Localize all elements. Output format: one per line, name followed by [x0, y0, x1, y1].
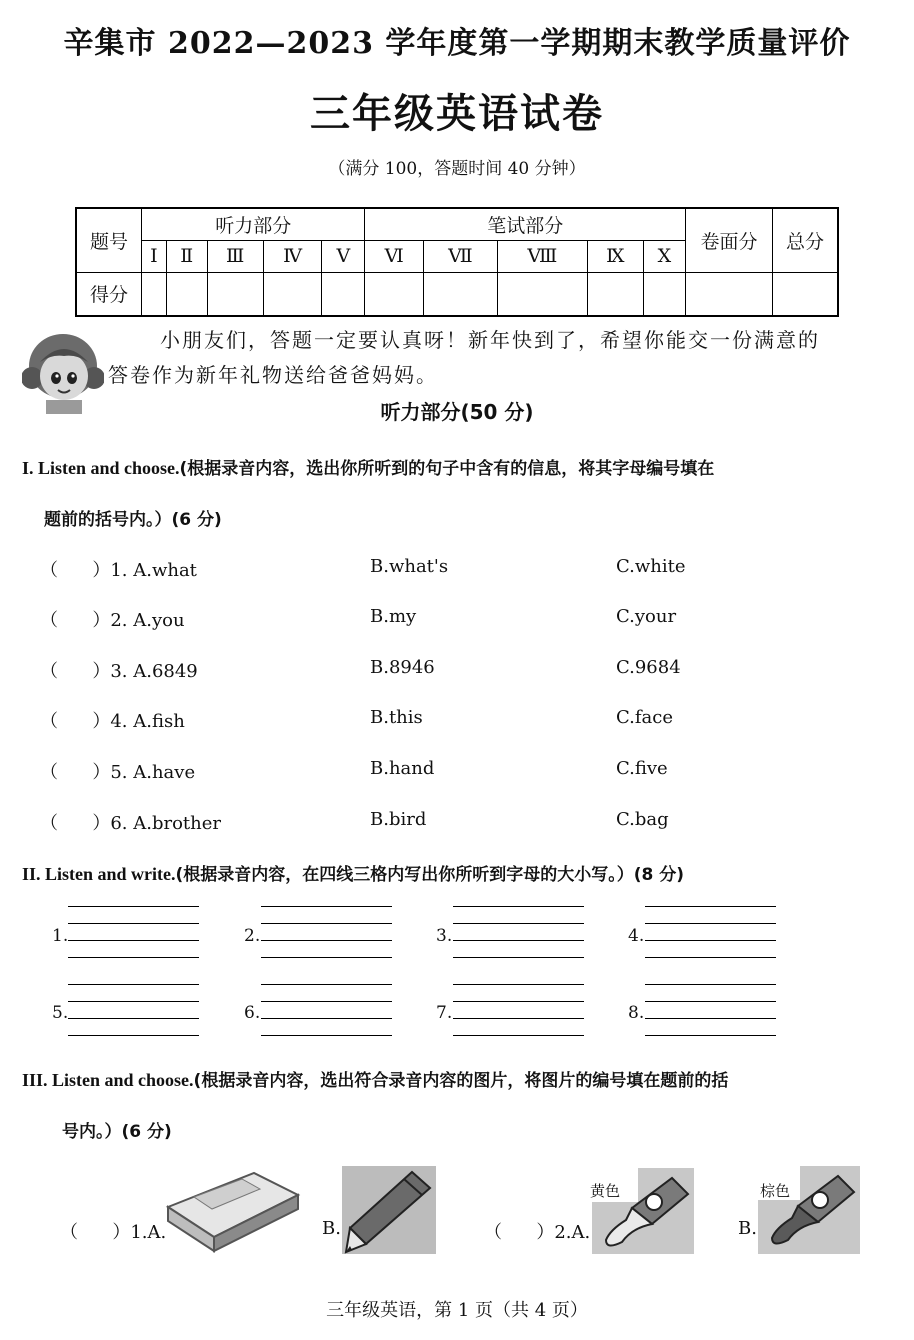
score-cell[interactable] [497, 272, 587, 316]
question-option-c: C.face [616, 707, 673, 728]
question-option-a[interactable]: （ ）2. A.you [40, 610, 185, 631]
q2-answer-slot[interactable]: （ ）2.A. [484, 1222, 591, 1243]
q2-option-b-label: B. [738, 1218, 757, 1239]
exam-subtitle: 三年级英语试卷 [310, 90, 604, 137]
listening-header: 听力部分 [142, 208, 365, 240]
color-label-yellow: 黄色 [590, 1182, 621, 1200]
score-cell[interactable] [587, 272, 643, 316]
numeral-cell: Ⅱ [166, 240, 207, 272]
question-option-c: C.your [616, 606, 677, 627]
row-label-number: 题号 [76, 208, 142, 272]
intro-line-1: 小朋友们，答题一定要认真呀！新年快到了，希望你能交一份满意的 [160, 328, 820, 352]
score-cell[interactable] [773, 272, 839, 316]
write-label: 8. [628, 1003, 645, 1023]
eraser-icon [164, 1165, 302, 1255]
numeral-cell: Ⅲ [207, 240, 263, 272]
section-1-title-cn: (根据录音内容，选出你所听到的句子中含有的信息，将其字母编号填在 [179, 459, 715, 479]
section-1-title [22, 454, 714, 479]
question-option-a[interactable]: （ ）6. A.brother [40, 813, 221, 834]
question-option-c: C.five [616, 758, 668, 779]
score-cell[interactable] [207, 272, 263, 316]
question-option-b: B.what's [370, 556, 449, 577]
question-option-b: B.this [370, 707, 423, 728]
neatness-header: 卷面分 [686, 208, 773, 272]
score-cell[interactable] [365, 272, 423, 316]
writing-header: 笔试部分 [365, 208, 686, 240]
section-3-title-en: III. Listen and choose. [22, 1070, 194, 1090]
question-option-b: B.hand [370, 758, 435, 779]
question-option-c: C.bag [616, 809, 669, 830]
score-cell[interactable] [322, 272, 365, 316]
listening-part-title: 听力部分(50 分) [380, 400, 534, 424]
exam-title: 辛集市 2022—2023 学年度第一学期期末教学质量评价 [63, 26, 851, 61]
score-cell[interactable] [686, 272, 773, 316]
exam-note: （满分 100，答题时间 40 分钟） [328, 159, 586, 179]
section-3-title-cn: (根据录音内容，选出符合录音内容的图片，将图片的编号填在题前的括 [193, 1071, 729, 1091]
page-footer: 三年级英语，第 1 页（共 4 页） [326, 1300, 588, 1321]
four-line-grid[interactable] [453, 984, 584, 1036]
four-line-grid[interactable] [645, 906, 776, 958]
numeral-cell: Ⅹ [643, 240, 685, 272]
write-label: 2. [244, 926, 261, 946]
score-cell[interactable] [142, 272, 167, 316]
section-3-title-cn2: 号内。）(6 分) [62, 1122, 172, 1142]
four-line-grid[interactable] [453, 906, 584, 958]
section-2-title-cn: (根据录音内容，在四线三格内写出你所听到字母的大小写。）(8 分) [175, 865, 685, 885]
four-line-grid[interactable] [261, 984, 392, 1036]
numeral-cell: Ⅵ [365, 240, 423, 272]
section-3-title-cont [62, 1117, 172, 1142]
numeral-cell: Ⅳ [263, 240, 321, 272]
score-cell[interactable] [423, 272, 497, 316]
row-label-score: 得分 [76, 272, 142, 316]
question-option-a[interactable]: （ ）3. A.6849 [40, 661, 198, 682]
numeral-cell: Ⅰ [142, 240, 167, 272]
four-line-grid[interactable] [68, 906, 199, 958]
write-label: 7. [436, 1003, 453, 1023]
write-label: 3. [436, 926, 453, 946]
score-cell[interactable] [643, 272, 685, 316]
question-option-a[interactable]: （ ）1. A.what [40, 560, 197, 581]
write-label: 4. [628, 926, 645, 946]
question-option-c: C.9684 [616, 657, 681, 678]
numeral-cell: Ⅶ [423, 240, 497, 272]
question-option-b: B.bird [370, 809, 427, 830]
numeral-cell: Ⅸ [587, 240, 643, 272]
q1-option-b-label: B. [322, 1218, 341, 1239]
section-2-title [22, 860, 684, 885]
section-2-title-en: II. Listen and write. [22, 864, 176, 884]
intro-line-2: 答卷作为新年礼物送给爸爸妈妈。 [108, 363, 438, 387]
question-option-a[interactable]: （ ）5. A.have [40, 762, 196, 783]
question-option-c: C.white [616, 556, 686, 577]
question-option-b: B.my [370, 606, 417, 627]
q1-answer-slot[interactable]: （ ）1.A. [60, 1222, 167, 1243]
numeral-cell: Ⅷ [497, 240, 587, 272]
numeral-cell: Ⅴ [322, 240, 365, 272]
section-1-title-cont [44, 505, 222, 530]
four-line-grid[interactable] [645, 984, 776, 1036]
color-label-brown: 棕色 [760, 1182, 791, 1200]
score-cell[interactable] [263, 272, 321, 316]
section-1-title-cn2: 题前的括号内。）(6 分) [44, 510, 222, 530]
question-option-b: B.8946 [370, 657, 435, 678]
total-header: 总分 [773, 208, 839, 272]
write-label: 1. [52, 926, 69, 946]
pencil-icon [342, 1166, 436, 1254]
write-label: 5. [52, 1003, 69, 1023]
four-line-grid[interactable] [68, 984, 199, 1036]
write-label: 6. [244, 1003, 261, 1023]
four-line-grid[interactable] [261, 906, 392, 958]
question-option-a[interactable]: （ ）4. A.fish [40, 711, 185, 732]
score-cell[interactable] [166, 272, 207, 316]
score-table [75, 207, 839, 317]
section-1-title-en: I. Listen and choose. [22, 458, 180, 478]
section-3-title [22, 1066, 728, 1091]
